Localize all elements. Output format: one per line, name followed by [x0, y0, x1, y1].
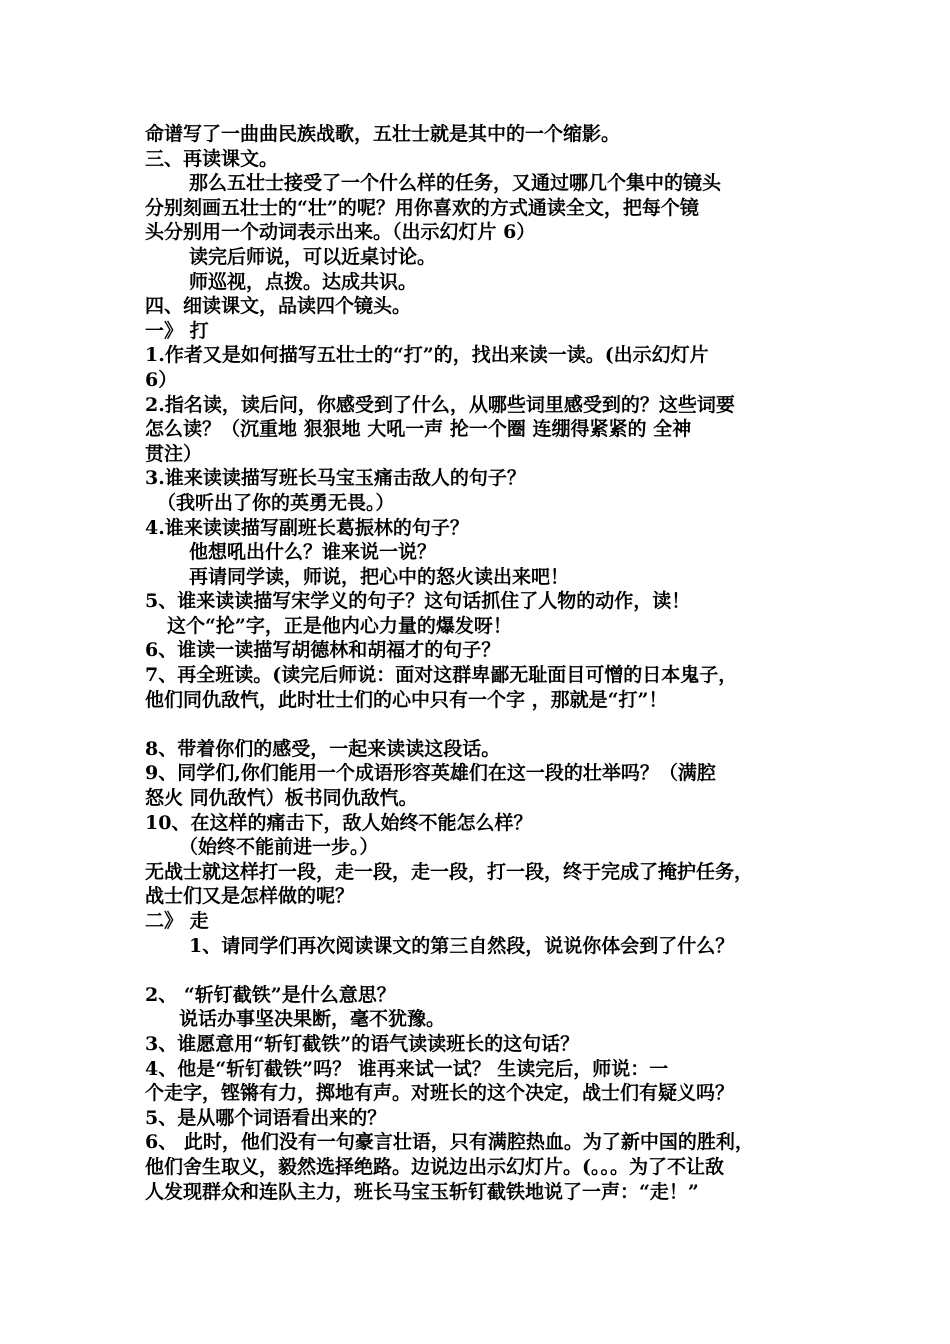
- text-line: 5、是从哪个词语看出来的？: [145, 1106, 387, 1129]
- text-line: 怒火 同仇敌忾）板书同仇敌忾。: [145, 787, 418, 810]
- text-line: 人发现群众和连队主力，班长马宝玉斩钉截铁地说了一声：“走！”: [145, 1180, 699, 1203]
- text-line: 3.谁来读读描写班长马宝玉痛击敌人的句子？: [145, 467, 526, 490]
- text-line: 说话办事坚决果断，毫不犹豫。: [179, 1008, 446, 1031]
- text-line: 4.谁来读读描写副班长葛振林的句子？: [145, 516, 469, 539]
- text-line: 4、他是“斩钉截铁”吗？ 谁再来试一试？ 生读完后，师说：一: [145, 1057, 669, 1080]
- text-line: 他们舍生取义，毅然选择绝路。边说边出示幻灯片。(。。。为了不让敌: [145, 1155, 724, 1178]
- blank-line: [145, 958, 835, 983]
- text-line: 读完后师说，可以近桌讨论。: [189, 245, 437, 268]
- text-line: 8、带着你们的感受，一起来读读这段话。: [145, 737, 501, 760]
- section-heading: 三、再读课文。: [145, 147, 279, 170]
- text-line: 6、谁读一读描写胡德林和胡福才的句子？: [145, 639, 501, 662]
- text-line: 怎么读？（沉重地 狠狠地 大吼一声 抡一个圈 连绷得紧紧的 全神: [145, 418, 692, 441]
- text-line: 3、谁愿意用“斩钉截铁”的语气读读班长的这句话？: [145, 1032, 580, 1055]
- text-line: 他想吼出什么？谁来说一说？: [189, 541, 437, 564]
- text-line: 头分别用一个动词表示出来。（出示幻灯片 6）: [145, 221, 536, 244]
- text-line: 6、 此时，他们没有一句豪言壮语，只有满腔热血。为了新中国的胜利，: [145, 1131, 754, 1154]
- text-line: 无战士就这样打一段，走一段，走一段，打一段，终于完成了掩护任务，: [145, 860, 754, 883]
- text-line: （我听出了你的英勇无畏。）: [157, 491, 395, 514]
- text-line: 10、在这样的痛击下，敌人始终不能怎么样？: [145, 811, 533, 834]
- text-line: 1.作者又是如何描写五壮士的“打”的，找出来读一读。(出示幻灯片: [145, 344, 709, 367]
- text-line: 再请同学读，师说，把心中的怒火读出来吧！: [189, 565, 570, 588]
- text-line: 战士们又是怎样做的呢？: [145, 885, 355, 908]
- text-line: 这个“抡”字，正是他内心力量的爆发呀！: [167, 614, 512, 637]
- text-line: 1、请同学们再次阅读课文的第三自然段，说说你体会到了什么？: [189, 934, 735, 957]
- text-line: 6）: [145, 368, 178, 391]
- text-line: 2、 “斩钉截铁”是什么意思？: [145, 983, 396, 1006]
- blank-line: [145, 712, 835, 737]
- text-line: 9、同学们,你们能用一个成语形容英雄们在这一段的壮举吗？（满腔: [145, 762, 716, 785]
- subsection-heading: 一》 打: [145, 319, 209, 342]
- text-line: 分别刻画五壮士的“壮”的呢？用你喜欢的方式通读全文，把每个镜: [145, 196, 699, 219]
- text-line: 贯注）: [145, 442, 203, 465]
- text-line: 个走字，铿锵有力，掷地有声。对班长的这个决定，战士们有疑义吗？: [145, 1082, 735, 1105]
- text-line: 5、谁来读读描写宋学义的句子？这句话抓住了人物的动作，读！: [145, 590, 691, 613]
- text-line: 师巡视，点拨。达成共识。: [189, 270, 418, 293]
- document-body: [145, 122, 835, 1204]
- text-line: 他们同仇敌忾，此时壮士们的心中只有一个字 ，那就是“打”！: [145, 688, 668, 711]
- text-line: （始终不能前进一步。）: [179, 836, 379, 859]
- text-line: 7、再全班读。(读完后师说：面对这群卑鄙无耻面目可憎的日本鬼子，: [145, 664, 738, 687]
- text-line: 2.指名读，读后问，你感受到了什么，从哪些词里感受到的？这些词要: [145, 393, 735, 416]
- text-line: 那么五壮士接受了一个什么样的任务，又通过哪几个集中的镜头: [189, 172, 722, 195]
- section-heading: 四、细读课文，品读四个镜头。: [145, 295, 412, 318]
- text-line: 命谱写了一曲曲民族战歌，五壮士就是其中的一个缩影。: [145, 123, 621, 145]
- subsection-heading: 二》 走: [145, 910, 209, 932]
